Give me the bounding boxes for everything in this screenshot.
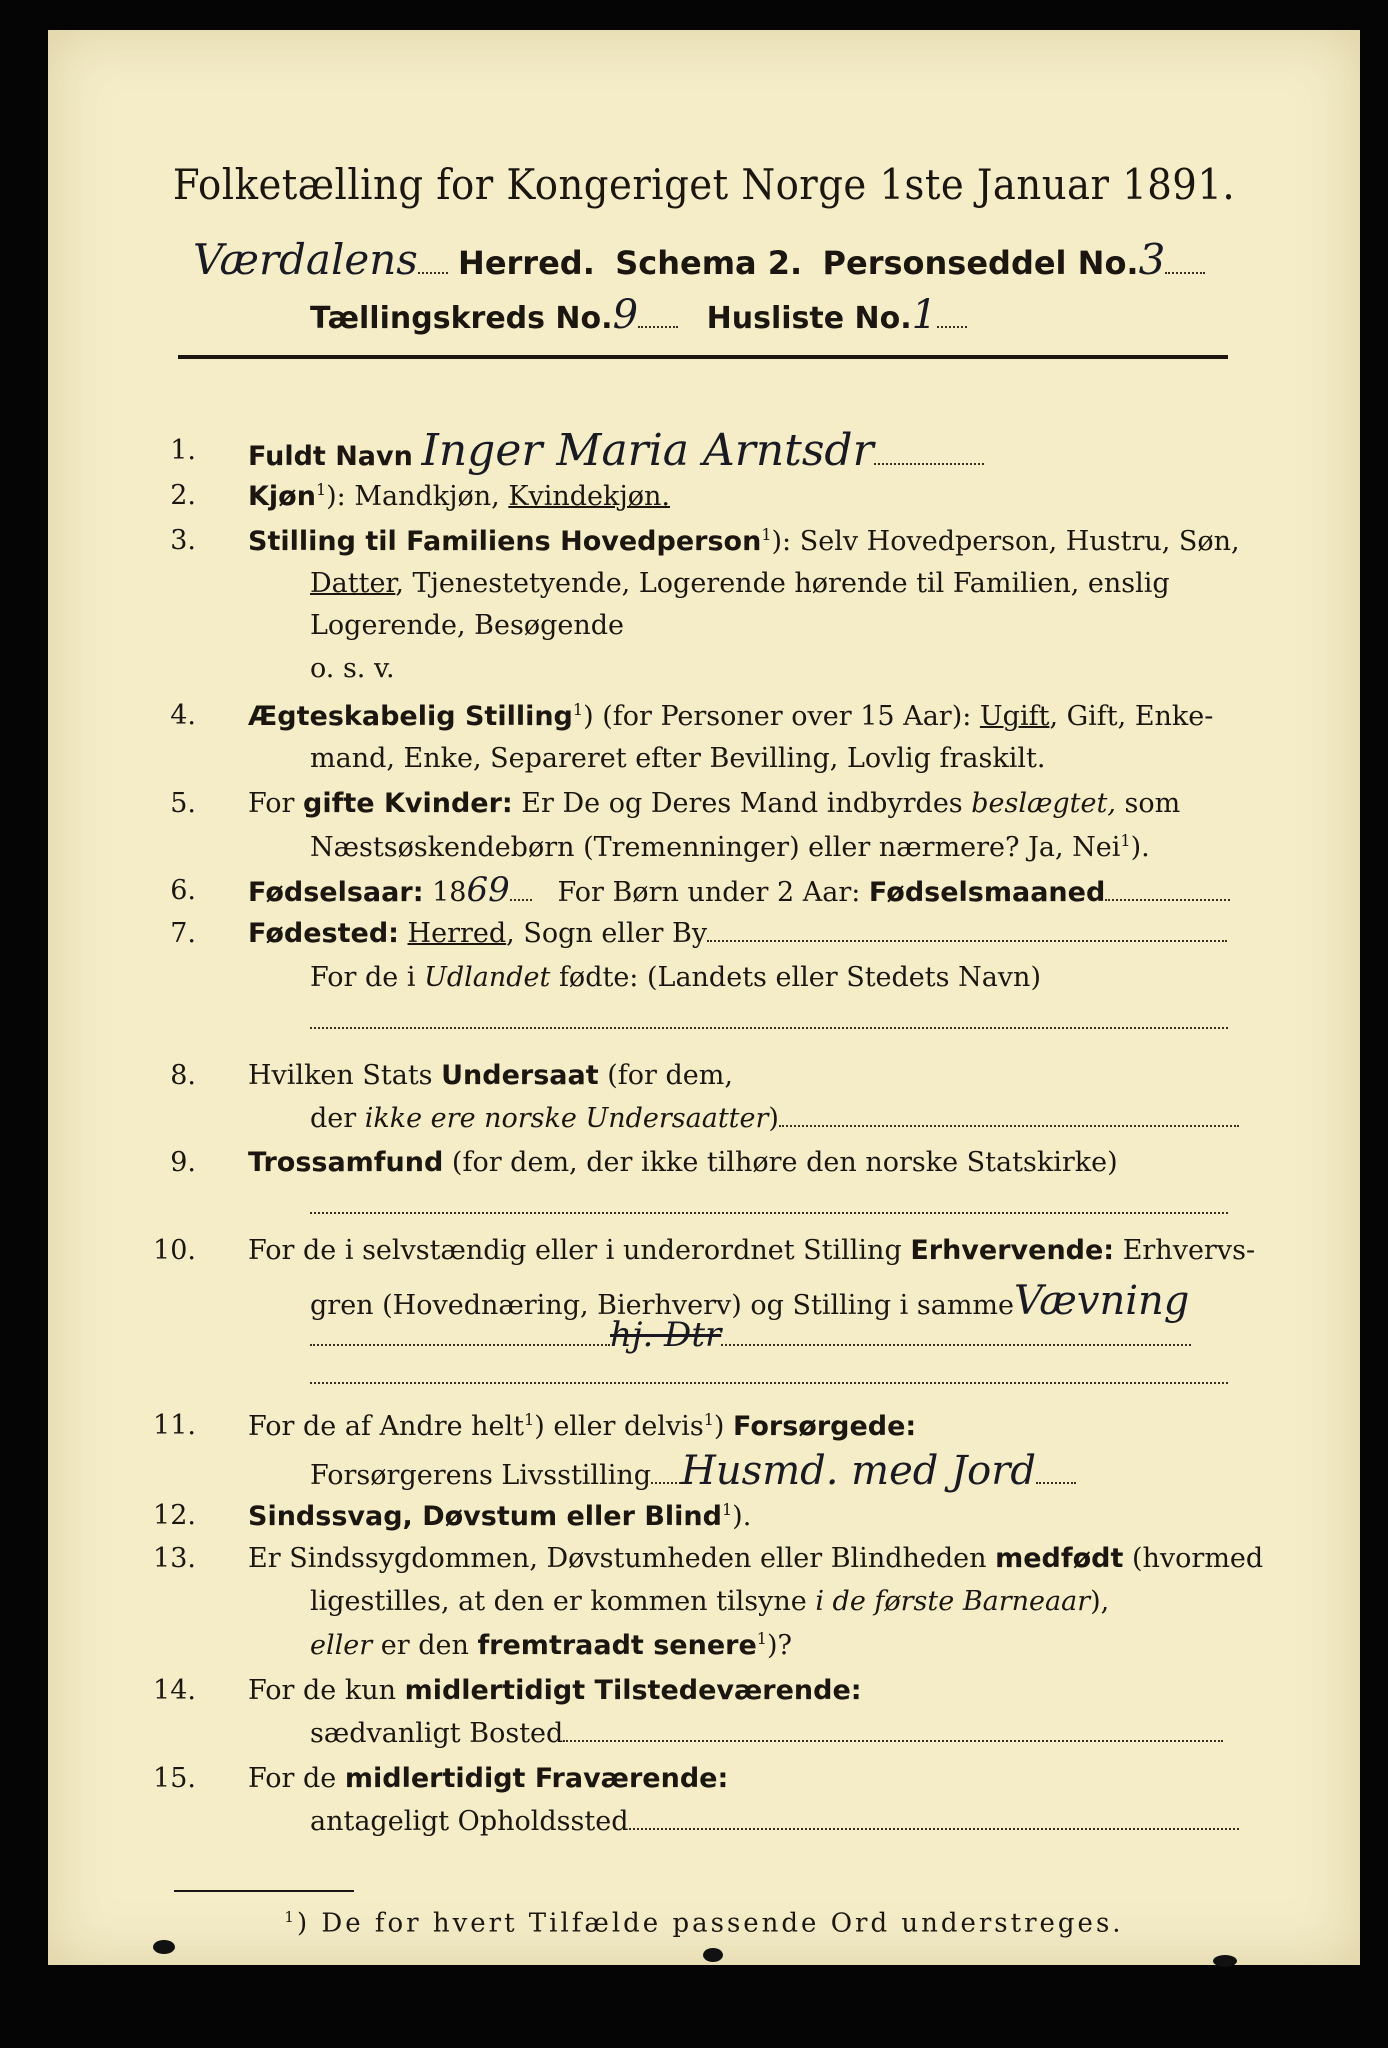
q15-line-2 (310, 1806, 1239, 1837)
header-rule (178, 355, 1228, 359)
footnote-rule (174, 1890, 354, 1892)
q4-number: 4. (170, 700, 196, 731)
q15-l1-b: midlertidigt Fraværende: (344, 1763, 729, 1794)
q9-number: 9. (170, 1147, 196, 1178)
q12-sup: 1 (721, 1500, 733, 1519)
q7-line-2 (310, 962, 1041, 993)
q13-sup: 1 (756, 1629, 767, 1648)
kreds-value: 9 (612, 292, 639, 338)
q8-l2-b: ikke ere norske Undersaatter (364, 1103, 769, 1134)
q10-l1-a: For de i selvstændig eller i underordnet Stilling (248, 1235, 911, 1266)
q11-l2: Forsørgerens Livsstilling (310, 1460, 652, 1491)
q14-line-2 (310, 1718, 1223, 1749)
q10-number: 10. (153, 1235, 196, 1266)
q8-l2-a: der (310, 1103, 365, 1134)
q3-line-1 (248, 525, 1240, 557)
q15-l2: antageligt Opholdssted (310, 1806, 629, 1837)
q14-line-1 (248, 1675, 862, 1706)
q5-l1-d: beslægtet, (971, 788, 1116, 819)
herred-label: Herred. (458, 244, 595, 282)
q11-value: Husmd. med Jord (681, 1448, 1036, 1494)
q11-l1-b: ) eller delvis (534, 1411, 704, 1442)
personseddel-value: 3 (1138, 235, 1166, 284)
q11-l1-c: ) (713, 1411, 733, 1442)
q5-l2: Næstsøskendebørn (Tremenninger) eller nærmere? Ja, Nei (310, 832, 1121, 863)
q5-number: 5. (170, 788, 196, 819)
q7-l2-a: For de i (310, 962, 425, 993)
footnote-text: ) De for hvert Tilfælde passende Ord understreges. (296, 1908, 1124, 1939)
q6-number: 6. (170, 875, 196, 906)
q11-l1-d: Forsørgede: (733, 1411, 917, 1442)
q7-label: Fødested: (248, 918, 399, 949)
q7-number: 7. (170, 918, 196, 949)
q10-value-2: hj. Dtr (610, 1315, 722, 1355)
q13-number: 13. (153, 1543, 196, 1574)
q4-l1-c: , Gift, Enke- (1049, 701, 1214, 732)
kreds-line (310, 292, 967, 338)
q4-l1-b: Ugift (979, 701, 1050, 732)
q6-line (248, 870, 1230, 910)
q15-number: 15. (153, 1763, 196, 1794)
q3-sup: 1 (761, 525, 772, 544)
q11-line-2 (310, 1448, 1076, 1494)
q5-l1-a: For (248, 788, 304, 819)
husliste-value: 1 (911, 292, 938, 338)
q13-l3-a: eller (310, 1630, 373, 1661)
form-title: Folketælling for Kongeriget Norge 1ste Januar 1891. (172, 160, 1236, 209)
q12-number: 12. (153, 1500, 196, 1531)
q13-l3-b: er den (372, 1630, 478, 1661)
q3-number: 3. (170, 525, 196, 556)
q6-value: 69 (466, 870, 510, 910)
q3-l2-a: Datter (310, 568, 396, 599)
q5-sup: 1 (1120, 831, 1131, 850)
q2-label: Kjøn (248, 481, 316, 512)
q2-line (248, 480, 670, 512)
q6-mid: For Børn under 2 Aar: (557, 877, 869, 908)
q7-l2-b: Udlandet (424, 962, 551, 993)
q13-l1-a: Er Sindssygdommen, Døvstumheden eller Blindheden (248, 1543, 996, 1574)
q15-l1-a: For de (248, 1763, 345, 1794)
q12-label: Sindssvag, Døvstum eller Blind (248, 1501, 722, 1532)
q13-l3-c: fremtraadt senere (477, 1630, 757, 1661)
q6-label: Fødselsaar: (248, 877, 424, 908)
q7-l1-b: , Sogn eller By (506, 918, 708, 949)
q5-l1-b: gifte Kvinder: (303, 788, 513, 819)
census-form-sheet (48, 30, 1360, 1965)
q14-l2: sædvanligt Bosted (310, 1718, 564, 1749)
q5-l2-end: ). (1130, 832, 1150, 863)
q1-number: 1. (170, 435, 196, 466)
ink-blot (153, 1940, 175, 1954)
q2-sup: 1 (315, 480, 327, 499)
ink-blot (1213, 1955, 1237, 1967)
q13-l2-b: i de første Barneaar (815, 1586, 1091, 1617)
q8-l2-c: ) (768, 1103, 779, 1134)
q4-sup: 1 (572, 700, 584, 719)
q3-line-2 (310, 568, 1170, 599)
q7-l1-a: Herred (407, 918, 507, 949)
q11-l1-a: For de af Andre helt (248, 1411, 525, 1442)
q10-line-3 (310, 1315, 1191, 1355)
q4-l1-a: ) (for Personer over 15 Aar): (583, 701, 980, 732)
q8-line-2 (310, 1103, 1239, 1134)
q14-number: 14. (153, 1675, 196, 1706)
q13-l3-d: )? (766, 1630, 792, 1661)
q7-blank-line (310, 1005, 1228, 1036)
footnote-sup: 1 (284, 1908, 297, 1926)
q1-line (248, 425, 984, 476)
q13-l2-c: ), (1090, 1586, 1110, 1617)
q10-line-1 (248, 1235, 1255, 1266)
q11-sup-b: 1 (703, 1410, 714, 1429)
q13-line-3 (310, 1629, 792, 1661)
kreds-label: Tællingskreds No. (310, 301, 613, 336)
q4-line-1 (248, 700, 1213, 732)
q2-text-a: ): Mandkjøn, (326, 481, 509, 512)
q8-l1-a: Hvilken Stats (248, 1060, 442, 1091)
q8-l1-c: (for dem, (598, 1060, 733, 1091)
q9-line (248, 1147, 1118, 1178)
q11-sup-a: 1 (524, 1410, 535, 1429)
ink-blot (703, 1948, 723, 1962)
q9-label: Trossamfund (248, 1147, 444, 1178)
q4-label: Ægteskabelig Stilling (248, 701, 573, 732)
q13-line-1 (248, 1543, 1263, 1574)
q5-line-1 (248, 788, 1180, 819)
q3-label: Stilling til Familiens Hovedperson (248, 526, 762, 557)
herred-line (193, 235, 1205, 284)
q6-mid-bold: Fødselsmaaned (868, 877, 1106, 908)
herred-value: Værdalens (193, 235, 418, 284)
footnote (48, 1908, 1360, 1939)
q14-l1-a: For de kun (248, 1675, 405, 1706)
q12-line (248, 1500, 751, 1532)
q10-l1-b: Erhvervende: (910, 1235, 1115, 1266)
q11-number: 11. (153, 1410, 196, 1441)
q7-l2-c: fødte: (Landets eller Stedets Navn) (550, 962, 1041, 993)
q13-l1-c: (hvormed (1123, 1543, 1264, 1574)
q5-l1-e: som (1115, 788, 1181, 819)
personseddel-label: Personseddel No. (822, 244, 1139, 282)
q12-end: ). (732, 1501, 752, 1532)
q7-line-1 (248, 918, 1227, 949)
q9-blank-line (310, 1190, 1228, 1221)
q10-l2: gren (Hovednæring, Bierhverv) og Stilling i samme (310, 1290, 1015, 1321)
q4-line-2: mand, Enke, Separeret efter Bevilling, Lovlig fraskilt. (310, 743, 1046, 774)
q5-l1-c: Er De og Deres Mand indbyrdes (512, 788, 972, 819)
q9-rest: (for dem, der ikke tilhøre den norske Statskirke) (443, 1147, 1118, 1178)
q13-l2-a: ligestilles, at den er kommen tilsyne (310, 1586, 816, 1617)
q1-label: Fuldt Navn (248, 441, 413, 472)
q8-line-1 (248, 1060, 733, 1091)
q13-line-2 (310, 1586, 1109, 1617)
q10-l1-c: Erhvervs- (1114, 1235, 1256, 1266)
q3-line-3: Logerende, Besøgende (310, 610, 624, 641)
q8-number: 8. (170, 1060, 196, 1091)
q3-l1-rest: ): Selv Hovedperson, Hustru, Søn, (771, 526, 1240, 557)
q2-text-b: Kvindekjøn. (508, 481, 670, 512)
q2-number: 2. (170, 480, 196, 511)
q13-l1-b: medfødt (995, 1543, 1124, 1574)
schema-label: Schema 2. (615, 244, 803, 282)
q1-value: Inger Maria Arntsdr (421, 425, 874, 476)
q15-line-1 (248, 1763, 728, 1794)
q5-line-2 (310, 831, 1150, 863)
q8-l1-b: Undersaat (441, 1060, 599, 1091)
husliste-label: Husliste No. (706, 301, 912, 336)
q10-blank-line (310, 1360, 1228, 1391)
q11-line-1 (248, 1410, 916, 1442)
q10-value-1: Vævning (1014, 1278, 1190, 1324)
q3-line-4: o. s. v. (310, 653, 395, 684)
q3-l2-b: , Tjenestetyende, Logerende hørende til Familien, enslig (395, 568, 1170, 599)
q14-l1-b: midlertidigt Tilstedeværende: (404, 1675, 862, 1706)
q6-prefix: 18 (423, 877, 467, 908)
